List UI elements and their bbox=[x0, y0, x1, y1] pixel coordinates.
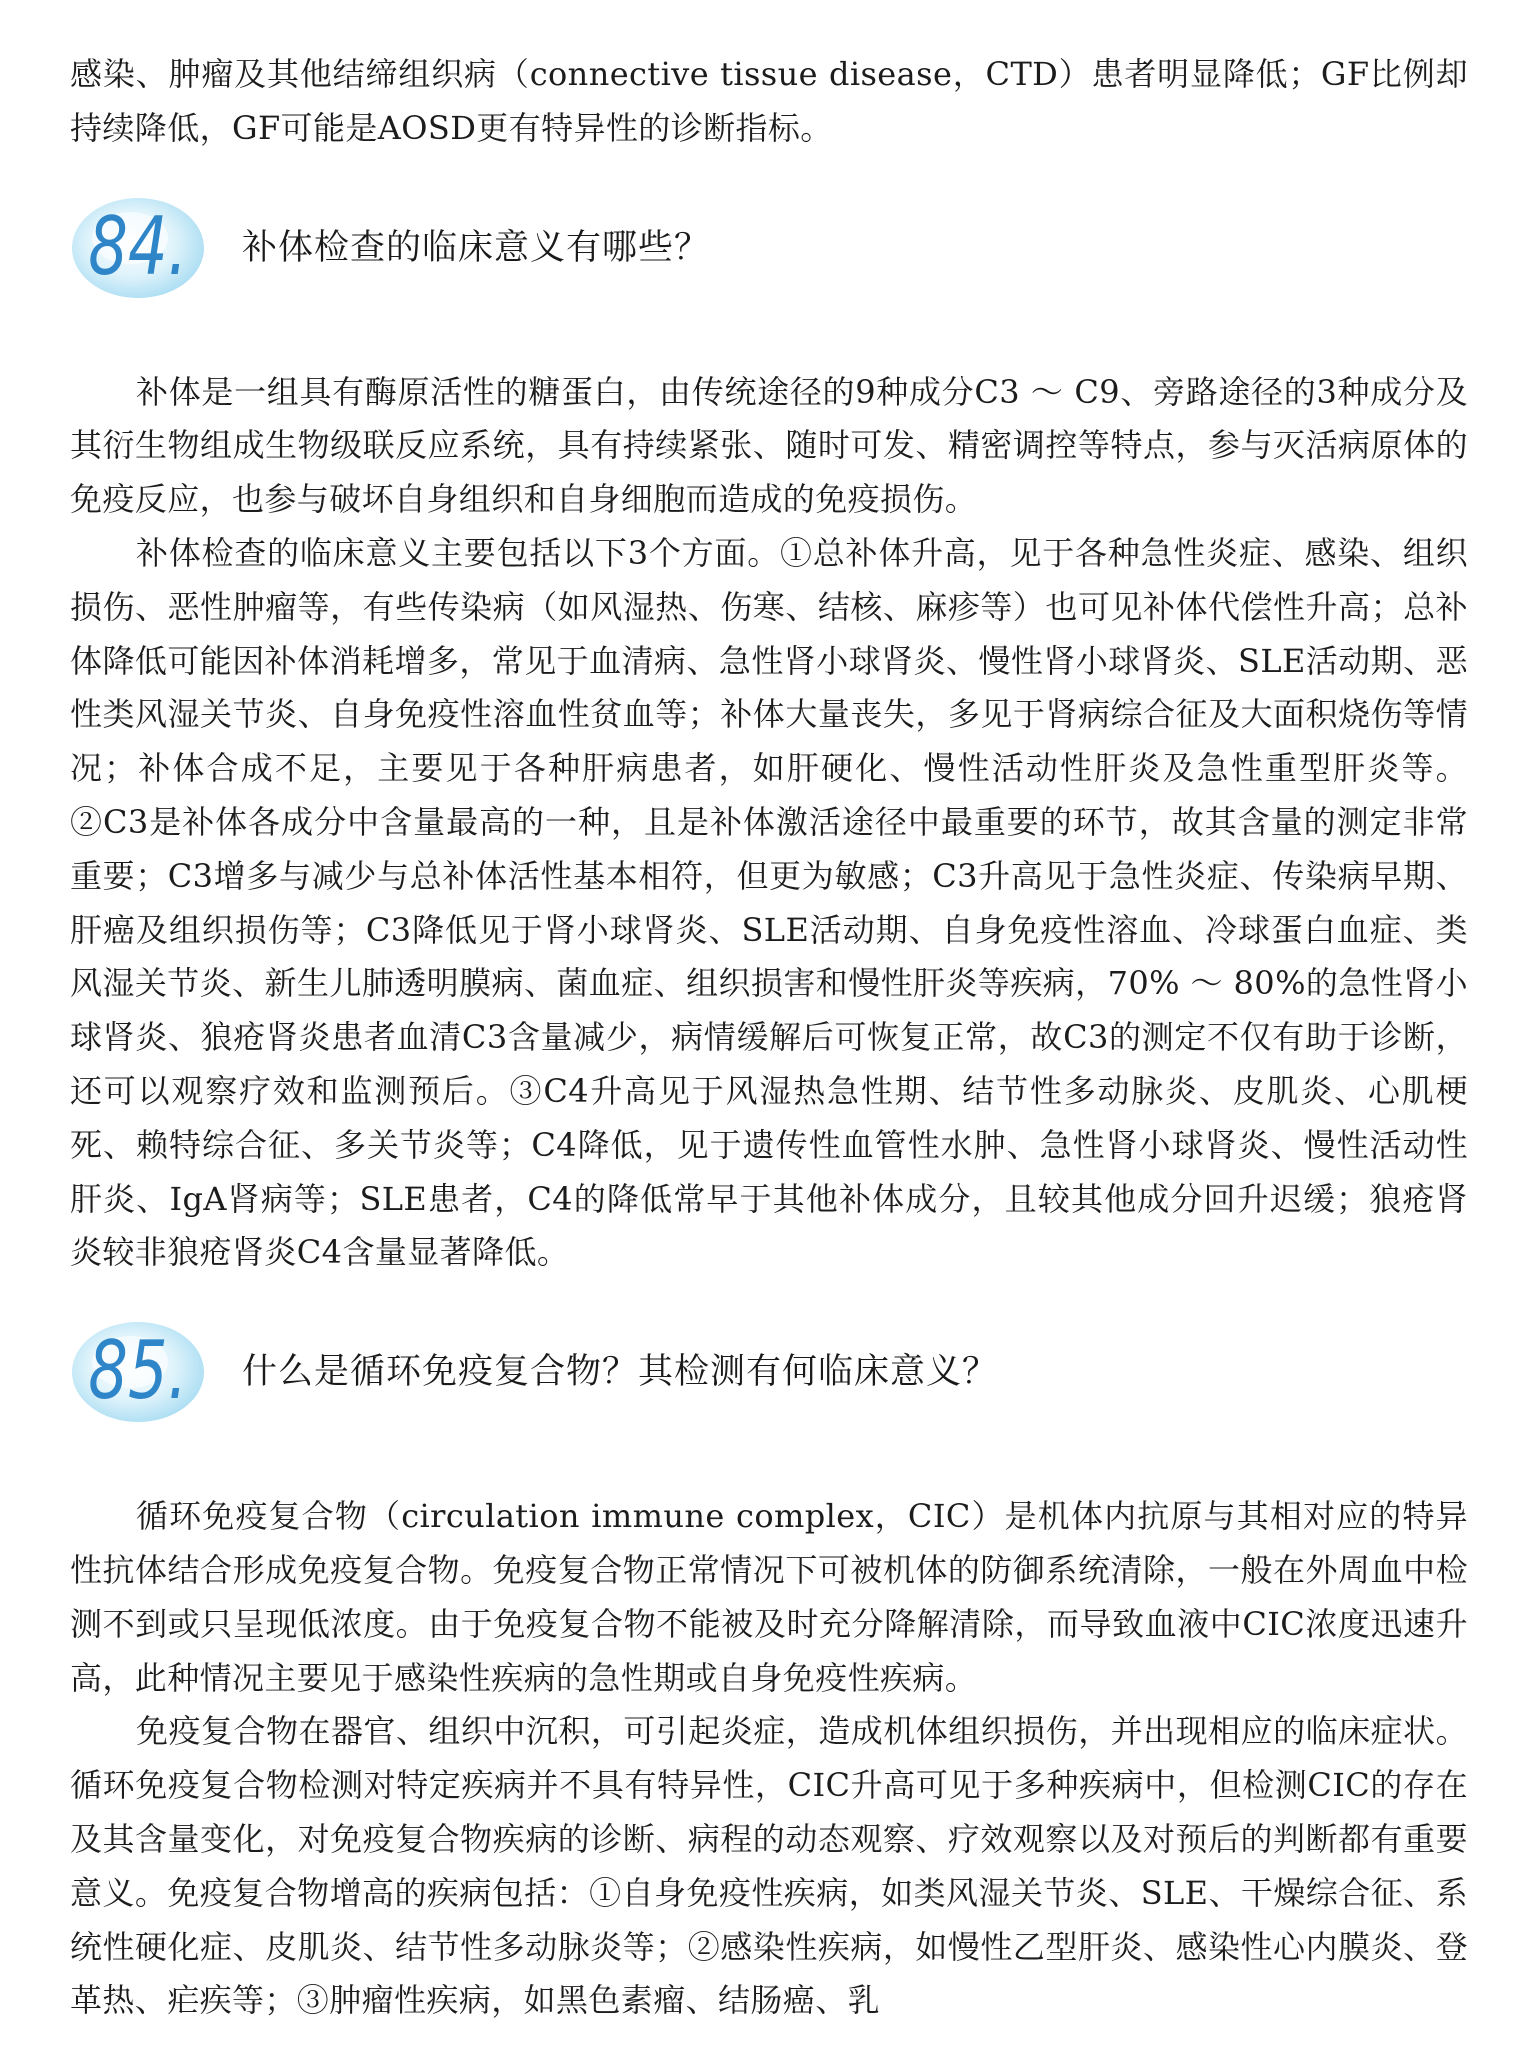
section-number: 84. bbox=[88, 198, 188, 293]
section-84-paragraph-1: 补体是一组具有酶原活性的糖蛋白，由传统途径的9种成分C3 ～ C9、旁路途径的3种成分及其衍生物组成生物级联反应系统，具有持续紧张、随时可发、精密调控等特点，参与灭活病原体的免疫反应，也参与破坏自身组织和自身细胞而造成的免疫损伤。 bbox=[70, 372, 1468, 519]
section-85-header bbox=[70, 1310, 1468, 1450]
section-85-paragraph-2: 免疫复合物在器官、组织中沉积，可引起炎症，造成机体组织损伤，并出现相应的临床症状。循环免疫复合物检测对特定疾病并不具有特异性，CIC升高可见于多种疾病中，但检测CIC的存在及其含量变化，对免疫复合物疾病的诊断、病程的动态观察、疗效观察以及对预后的判断都有重要意义。免疫复合物增高的疾病包括：①自身免疫性疾病，如类风湿关节炎、SLE、干燥综合征、系统性硬化症、皮肌炎、结节性多动脉炎等；②感染性疾病，如慢性乙型肝炎、感染性心内膜炎、登革热、疟疾等；③肿瘤性疾病，如黑色素瘤、结肠癌、乳 bbox=[70, 1712, 1468, 2020]
section-number: 85. bbox=[88, 1323, 188, 1418]
section-84-header bbox=[70, 186, 1468, 326]
intro-paragraph: 感染、肿瘤及其他结缔组织病（connective tissue disease，CTD）患者明显降低；GF比例却持续降低，GF可能是AOSD更有特异性的诊断指标。 bbox=[70, 55, 1468, 147]
section-85-paragraph-1: 循环免疫复合物（circulation immune complex，CIC）是机体内抗原与其相对应的特异性抗体结合形成免疫复合物。免疫复合物正常情况下可被机体的防御系统清除，一般在外周血中检测不到或只呈现低浓度。由于免疫复合物不能被及时充分降解清除，而导致血液中CIC浓度迅速升高，此种情况主要见于感染性疾病的急性期或自身免疫性疾病。 bbox=[70, 1497, 1468, 1697]
section-number-badge-icon bbox=[68, 1310, 216, 1428]
section-title: 什么是循环免疫复合物？其检测有何临床意义？ bbox=[242, 1352, 999, 1393]
section-title: 补体检查的临床意义有哪些？ bbox=[242, 227, 711, 268]
section-number-badge-icon bbox=[68, 186, 216, 304]
section-84-paragraph-2: 补体检查的临床意义主要包括以下3个方面。①总补体升高，见于各种急性炎症、感染、组织损伤、恶性肿瘤等，有些传染病（如风湿热、伤寒、结核、麻疹等）也可见补体代偿性升高；总补体降低可能因补体消耗增多，常见于血清病、急性肾小球肾炎、慢性肾小球肾炎、SLE活动期、恶性类风湿关节炎、自身免疫性溶血性贫血等；补体大量丧失，多见于肾病综合征及大面积烧伤等情况；补体合成不足，主要见于各种肝病患者，如肝硬化、慢性活动性肝炎及急性重型肝炎等。②C3是补体各成分中含量最高的一种，且是补体激活途径中最重要的环节，故其含量的测定非常重要；C3增多与减少与总补体活性基本相符，但更为敏感；C3升高见于急性炎症、传染病早期、肝癌及组织损伤等；C3降低见于肾小球肾炎、SLE活动期、自身免疫性溶血、冷球蛋白血症、类风湿关节炎、新生儿肺透明膜病、菌血症、组织损害和慢性肝炎等疾病，70% ～ 80%的急性肾小球肾炎、狼疮肾炎患者血清C3含量减少，病情缓解后可恢复正常，故C3的测定不仅有助于诊断，还可以观察疗效和监测预后。③C4升高见于风湿热急性期、结节性多动脉炎、皮肌炎、心肌梗死、赖特综合征、多关节炎等；C4降低，见于遗传性血管性水肿、急性肾小球肾炎、慢性活动性肝炎、IgA肾病等；SLE患者，C4的降低常早于其他补体成分，且较其他成分回升迟缓；狼疮肾炎较非狼疮肾炎C4含量显著降低。 bbox=[70, 533, 1468, 1272]
page bbox=[70, 48, 1468, 2028]
